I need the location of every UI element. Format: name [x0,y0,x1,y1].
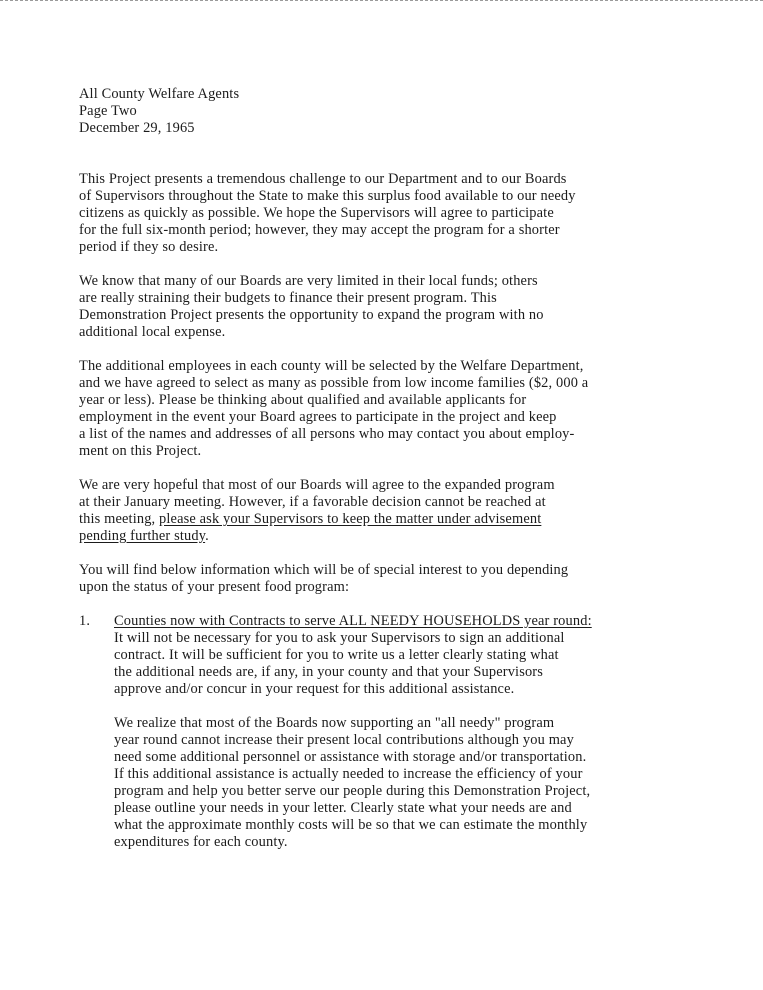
text-line: need some additional personnel or assistance with storage and/or transportation. [114,749,587,765]
paragraph-january-meeting [79,477,739,545]
item1-second-paragraph [114,715,739,851]
text-plain: this meeting, [79,511,160,527]
text-line: employment in the event your Board agrees to participate in the project and keep [79,409,557,425]
letter-heading [79,86,739,137]
underlined-request-end: pending further study [79,528,206,544]
text-line: and we have agreed to select as many as possible from low income families ($2, 000 a [79,375,589,391]
text-line: We realize that most of the Boards now supporting an "all needy" program [114,715,555,731]
text-line: ment on this Project. [79,443,202,459]
text-line: a list of the names and addresses of all persons who may contact you about employ- [79,426,575,442]
recipient-line: All County Welfare Agents [79,86,240,102]
text-line: It will not be necessary for you to ask your Supervisors to sign an additional [114,630,565,646]
text-line: contract. It will be sufficient for you to write us a letter clearly stating what [114,647,559,663]
text-line: We know that many of our Boards are very limited in their local funds; others [79,273,538,289]
text-plain: . [205,528,209,544]
text-line: are really straining their budgets to finance their present program. This [79,290,497,306]
text-line: approve and/or concur in your request for this additional assistance. [114,681,515,697]
text-line: for the full six-month period; however, they may accept the program for a shorter [79,222,560,238]
page-top-border [0,0,763,1]
text-line: the additional needs are, if any, in your county and that your Supervisors [114,664,543,680]
text-line: year round cannot increase their present local contributions although you may [114,732,574,748]
paragraph-information-below [79,562,739,596]
text-line: This Project presents a tremendous challenge to our Department and to our Boards [79,171,567,187]
text-line: citizens as quickly as possible. We hope the Supervisors will agree to participate [79,205,554,221]
text-line: program and help you better serve our people during this Demonstration Project, [114,783,591,799]
text-line: The additional employees in each county will be selected by the Welfare Department, [79,358,584,374]
text-line: upon the status of your present food program: [79,579,350,595]
text-line: additional local expense. [79,324,226,340]
paragraph-project-challenge [79,171,739,256]
page-number-line: Page Two [79,103,137,119]
text-line: period if they so desire. [79,239,219,255]
letter-page [79,86,739,868]
paragraph-additional-employees [79,358,739,460]
text-line: of Supervisors throughout the State to make this surplus food available to our needy [79,188,576,204]
text-line: You will find below information which will be of special interest to you depending [79,562,569,578]
paragraph-local-funds [79,273,739,341]
text-line: expenditures for each county. [114,834,288,850]
text-line: Demonstration Project presents the opportunity to expand the program with no [79,307,544,323]
text-line: at their January meeting. However, if a favorable decision cannot be reached at [79,494,546,510]
item1-title: Counties now with Contracts to serve ALL NEEDY HOUSEHOLDS year round: [114,613,592,629]
text-line: please outline your needs in your letter. Clearly state what your needs are and [114,800,572,816]
underlined-request: please ask your Supervisors to keep the matter under advisement [159,511,542,527]
text-line: If this additional assistance is actually needed to increase the efficiency of your [114,766,583,782]
text-line [79,528,739,545]
text-line [79,511,739,528]
date-line: December 29, 1965 [79,120,195,136]
text-line: year or less). Please be thinking about qualified and available applicants for [79,392,527,408]
list-item-1 [79,613,739,851]
item1-first-paragraph [114,613,739,698]
list-item-number: 1. [79,613,91,629]
text-line: what the approximate monthly costs will be so that we can estimate the monthly [114,817,588,833]
text-line: We are very hopeful that most of our Boards will agree to the expanded program [79,477,555,493]
